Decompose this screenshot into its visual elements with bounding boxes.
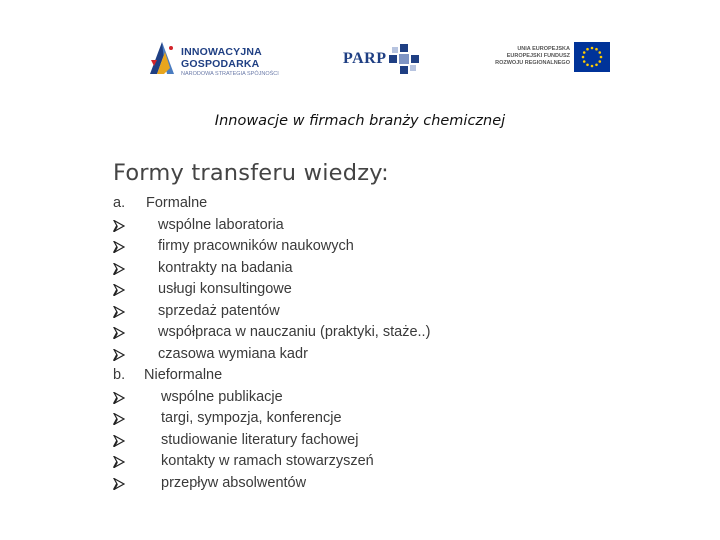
arrowhead-bullet-icon	[113, 349, 125, 361]
arrowhead-bullet-icon	[113, 220, 125, 232]
arrowhead-bullet-icon	[113, 241, 125, 253]
ig-logo-line1: INNOWACYJNA	[181, 46, 262, 58]
parp-logo-mark-icon	[389, 44, 419, 74]
bullet-marker	[113, 258, 125, 282]
list-item-text: sprzedaż patentów	[158, 302, 280, 319]
list-item	[113, 430, 633, 452]
slide-subtitle: Innowacje w firmach branży chemicznej	[214, 113, 506, 129]
bullet-marker	[113, 473, 125, 497]
arrowhead-bullet-icon	[113, 284, 125, 296]
eu-logo-line2: EUROPEJSKI FUNDUSZ	[506, 53, 570, 59]
section-label: Nieformalne	[144, 367, 223, 383]
section-label: Formalne	[146, 195, 208, 211]
eu-flag-icon	[574, 42, 610, 72]
transfer-forms-list	[113, 193, 633, 494]
arrowhead-bullet-icon	[113, 478, 125, 490]
arrowhead-bullet-icon	[113, 456, 125, 468]
arrowhead-bullet-icon	[113, 392, 125, 404]
bullet-marker	[113, 322, 125, 346]
ig-logo-line2: GOSPODARKA	[181, 58, 260, 70]
arrowhead-bullet-icon	[113, 413, 125, 425]
bullet-marker	[113, 301, 125, 325]
list-item-text: usługi konsultingowe	[158, 281, 292, 297]
list-item	[113, 258, 633, 280]
arrowhead-bullet-icon	[113, 306, 125, 318]
bullet-marker	[113, 344, 125, 368]
list-item	[113, 451, 633, 473]
list-item-text: wspólne laboratoria	[158, 216, 284, 233]
list-item-text: kontakty w ramach stowarzyszeń	[161, 453, 374, 469]
bullet-marker	[113, 215, 125, 239]
list-item-text: targi, sympozja, konferencje	[161, 410, 342, 426]
bullet-marker	[113, 387, 125, 411]
list-item	[113, 279, 633, 301]
list-item	[113, 236, 633, 258]
arrowhead-bullet-icon	[113, 263, 125, 275]
section-marker: b.	[113, 367, 126, 383]
bullet-marker	[113, 236, 125, 260]
list-item-text: wspólne publikacje	[161, 388, 283, 405]
eu-logo-line1: UNIA EUROPEJSKA	[517, 46, 570, 52]
list-item-text: przepływ absolwentów	[161, 474, 307, 491]
bullet-marker	[113, 279, 125, 303]
ig-logo-mark-icon	[148, 40, 176, 76]
list-item	[113, 387, 633, 409]
section-header	[113, 193, 633, 215]
section-header	[113, 365, 633, 387]
list-item-text: czasowa wymiana kadr	[158, 345, 308, 362]
list-item-text: współpraca w nauczaniu (praktyki, staże..)	[158, 324, 431, 340]
section-marker: a.	[113, 195, 126, 211]
list-item	[113, 215, 633, 237]
bullet-marker	[113, 451, 125, 475]
list-item	[113, 301, 633, 323]
list-item-text: kontrakty na badania	[158, 259, 293, 276]
eu-fund-logo	[495, 42, 612, 76]
bullet-marker	[113, 430, 125, 454]
arrowhead-bullet-icon	[113, 327, 125, 339]
list-item	[113, 473, 633, 495]
eu-logo-line3: ROZWOJU REGIONALNEGO	[495, 60, 570, 66]
list-item-text: studiowanie literatury fachowej	[161, 431, 359, 448]
list-item	[113, 408, 633, 430]
list-item-text: firmy pracowników naukowych	[158, 238, 354, 254]
arrowhead-bullet-icon	[113, 435, 125, 447]
parp-logo-text: PARP	[343, 50, 387, 67]
list-item	[113, 322, 633, 344]
innowacyjna-gospodarka-logo	[148, 40, 283, 82]
slide-heading: Formy transferu wiedzy:	[113, 160, 389, 186]
list-item	[113, 344, 633, 366]
logo-strip	[0, 36, 720, 86]
bullet-marker	[113, 408, 125, 432]
ig-logo-line3: NARODOWA STRATEGIA SPÓJNOŚCI	[181, 71, 279, 77]
parp-logo	[343, 42, 423, 78]
